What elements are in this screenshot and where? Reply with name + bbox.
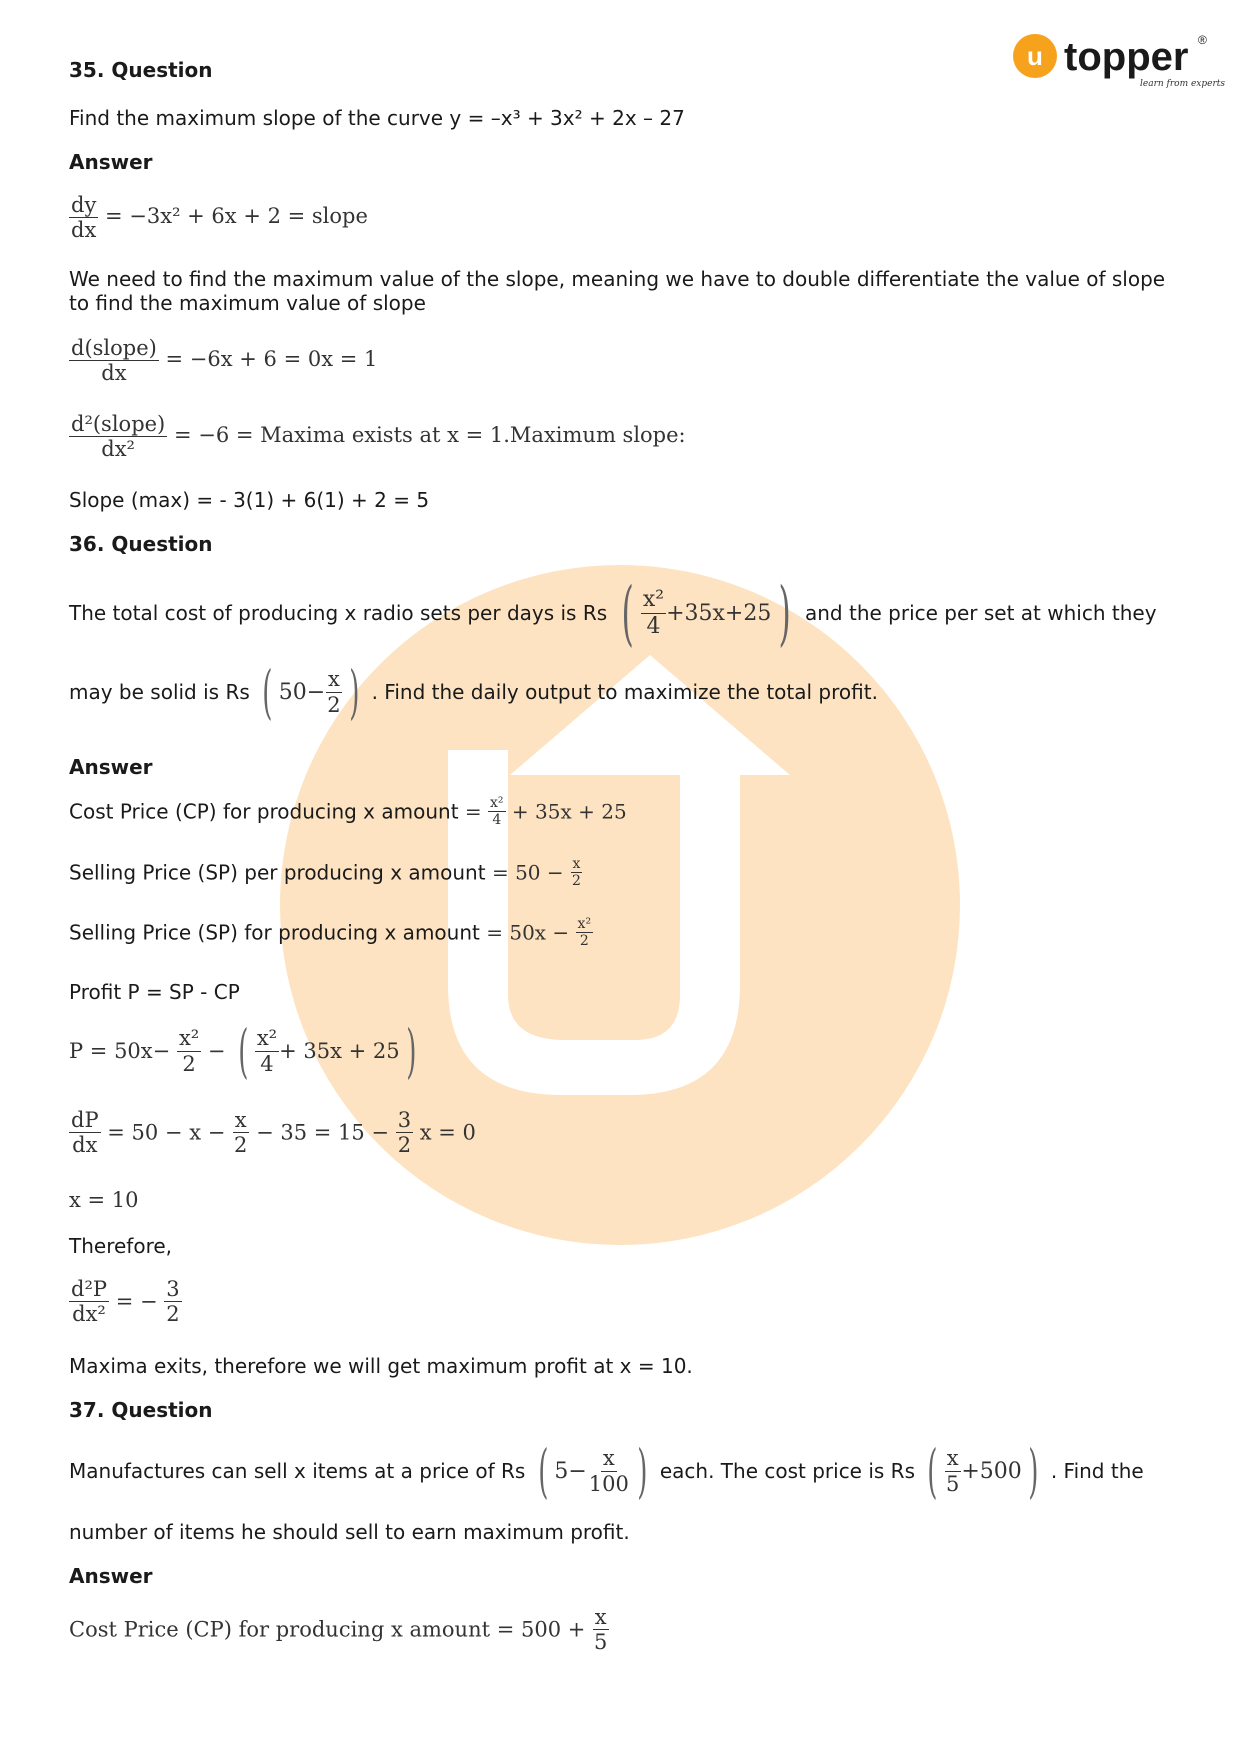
q37-heading: 37. Question <box>69 1398 213 1422</box>
q36-d2p-equation <box>69 1277 182 1326</box>
fraction-denominator: dx² <box>72 1302 106 1327</box>
math-text: P = 50x− <box>69 1039 171 1063</box>
q36-x-value: x = 10 <box>69 1188 139 1212</box>
math-fraction <box>592 1605 609 1654</box>
math-part: 50x − <box>509 920 570 945</box>
fraction-numerator: x <box>602 1446 615 1471</box>
parenthesis: ) <box>637 1437 648 1505</box>
fraction-numerator: x <box>234 1108 247 1132</box>
math-text: = 50 − x − <box>107 1120 226 1145</box>
math-parenthesized-group <box>256 658 365 726</box>
fraction-denominator: 2 <box>572 873 581 890</box>
q35-eq1-rhs: = −3x² + 6x + 2 = slope <box>105 204 368 229</box>
math-text: Manufactures can sell x items at a price of Rs <box>69 1459 526 1483</box>
math-part: 50 − <box>515 860 564 885</box>
q37-answer-label: Answer <box>69 1564 153 1588</box>
math-fraction <box>255 1026 279 1075</box>
q35-answer-label: Answer <box>69 150 153 174</box>
q36-p-equation <box>69 1017 422 1085</box>
math-parenthesized-group <box>921 1437 1044 1505</box>
parenthesis: ) <box>778 572 792 654</box>
fraction-numerator: dy <box>71 193 97 217</box>
math-part: = <box>491 860 516 885</box>
topper-logo-graphic <box>1012 30 1226 90</box>
fraction-numerator: d(slope) <box>71 336 157 360</box>
math-part: + 35x + 25 <box>279 1039 400 1063</box>
q36-question-line2 <box>69 658 878 726</box>
fraction-numerator: dP <box>71 1108 99 1132</box>
math-fraction <box>576 916 594 949</box>
fraction-denominator: dx <box>72 1133 98 1158</box>
fraction-numerator: x² <box>178 1026 200 1051</box>
q36-cp-line <box>69 795 627 828</box>
fraction-numerator: 3 <box>166 1277 180 1301</box>
fraction-denominator: dx <box>101 361 127 386</box>
math-fraction <box>396 1108 413 1157</box>
math-text: − 35 = 15 − <box>256 1120 390 1145</box>
q37-question-line2: number of items he should sell to earn maximum profit. <box>69 1520 630 1544</box>
fraction-denominator: 2 <box>579 933 589 950</box>
parenthesis: ( <box>238 1017 249 1085</box>
math-fraction <box>641 587 666 639</box>
math-part: +35x+25 <box>666 600 772 626</box>
fraction-numerator: x <box>946 1446 959 1471</box>
math-text: = −6x + 6 = 0x = 1 <box>165 347 378 372</box>
math-text: Cost Price (CP) for producing x amount <box>69 799 459 824</box>
parenthesis: ( <box>927 1437 938 1505</box>
math-fraction <box>944 1446 961 1495</box>
parenthesis: ) <box>348 658 359 726</box>
math-part: +500 <box>961 1458 1022 1484</box>
math-text: learn from experts <box>1140 79 1226 89</box>
q35-eq2 <box>69 336 377 385</box>
q35-result: Slope (max) = - 3(1) + 6(1) + 2 = 5 <box>69 488 430 512</box>
math-fraction <box>177 1026 201 1075</box>
q36-therefore: Therefore, <box>69 1234 173 1258</box>
math-parenthesized-group <box>614 572 799 654</box>
q36-answer-label: Answer <box>69 755 153 779</box>
fraction-numerator: x <box>327 667 340 692</box>
q35-eq3 <box>69 412 686 461</box>
math-fraction <box>570 856 583 889</box>
q36-heading: 36. Question <box>69 532 213 556</box>
math-fraction <box>69 336 159 385</box>
math-fraction <box>325 667 342 716</box>
q36-sp-for-line <box>69 916 593 949</box>
math-fraction <box>69 1277 109 1326</box>
math-fraction <box>69 1108 101 1157</box>
fraction-numerator: x <box>594 1605 607 1629</box>
fraction-denominator: 2 <box>397 1133 412 1158</box>
math-part: 50− <box>278 679 326 705</box>
q36-sp-per-line <box>69 856 583 889</box>
fraction-numerator: d²(slope) <box>71 412 166 436</box>
q35-question-text: Find the maximum slope of the curve y = –x³ + 3x² + 2x – 27 <box>69 106 685 130</box>
math-text: Cost Price (CP) for producing x amount = 500 + <box>69 1617 586 1642</box>
math-text: topper <box>1064 35 1189 79</box>
q36-conclusion: Maxima exits, therefore we will get maximum profit at x = 10. <box>69 1354 693 1378</box>
math-text: − <box>207 1039 226 1063</box>
math-text: x = 0 <box>419 1120 476 1145</box>
math-fraction <box>232 1108 249 1157</box>
math-fraction <box>488 795 506 828</box>
math-part: + 35x + 25 <box>511 799 627 824</box>
q37-cp-line <box>69 1605 609 1654</box>
fraction-denominator: 2 <box>182 1051 196 1076</box>
math-text: . Find the daily output to maximize the total profit. <box>371 680 878 704</box>
q36-profit-def: Profit P = SP - CP <box>69 980 240 1004</box>
parenthesis: ) <box>405 1017 417 1085</box>
fraction-numerator: x² <box>490 795 504 811</box>
math-fraction <box>587 1446 631 1495</box>
fraction-numerator: x² <box>577 916 592 932</box>
math-text: u <box>1027 41 1043 71</box>
fraction-denominator: 4 <box>260 1051 274 1076</box>
math-parenthesized-group <box>232 1017 422 1085</box>
fraction-denominator: 5 <box>946 1471 960 1496</box>
q35-heading: 35. Question <box>69 58 213 82</box>
fraction-denominator: 2 <box>234 1133 248 1158</box>
q37-question-line1 <box>69 1437 1144 1505</box>
math-part: = <box>486 920 510 945</box>
parenthesis: ( <box>262 658 273 726</box>
q35-paragraph: We need to find the maximum value of the slope, meaning we have to double differentiate the value of slope to find the maximum value of slope <box>69 267 1166 315</box>
math-parenthesized-group <box>532 1437 654 1505</box>
parenthesis: ( <box>537 1437 549 1505</box>
parenthesis: ) <box>1028 1437 1039 1505</box>
math-part: 5− <box>554 1458 587 1484</box>
fraction-numerator: 3 <box>397 1108 412 1132</box>
fraction-denominator: 4 <box>492 812 502 829</box>
fraction-denominator: 4 <box>646 613 661 639</box>
topper-logo <box>1012 30 1226 94</box>
q35-question <box>69 106 685 130</box>
math-text: may be solid is Rs <box>69 680 250 704</box>
q36-question-line1 <box>69 572 1157 654</box>
q36-dp-equation <box>69 1108 476 1157</box>
math-part: = <box>464 799 489 824</box>
math-text: = − <box>115 1289 158 1314</box>
math-text: . Find the <box>1050 1459 1144 1483</box>
fraction-denominator: 100 <box>588 1471 629 1496</box>
fraction-denominator: dx² <box>101 437 135 462</box>
math-text: = −6 = Maxima exists at x = 1.Maximum slope: <box>173 423 686 448</box>
math-text: ® <box>1198 33 1207 47</box>
parenthesis: ( <box>621 572 634 654</box>
fraction-numerator: x² <box>642 587 665 613</box>
math-fraction <box>164 1277 181 1326</box>
math-text: Selling Price (SP) for producing x amount <box>69 920 480 945</box>
fraction-denominator: 2 <box>166 1302 180 1327</box>
fraction-denominator: dx <box>71 218 97 243</box>
fraction-numerator: d²P <box>71 1277 107 1301</box>
fraction-numerator: x² <box>256 1026 278 1051</box>
q35-eq1 <box>69 193 368 242</box>
math-fraction <box>69 193 98 242</box>
math-text: each. The cost price is Rs <box>659 1459 915 1483</box>
fraction-denominator: 5 <box>594 1630 608 1655</box>
math-text: and the price per set at which they <box>805 601 1157 625</box>
math-fraction <box>69 412 167 461</box>
math-text: The total cost of producing x radio sets per days is Rs <box>69 601 608 625</box>
fraction-denominator: 2 <box>327 692 341 717</box>
fraction-numerator: x <box>572 856 581 872</box>
math-text: Selling Price (SP) per producing x amount <box>69 860 486 885</box>
